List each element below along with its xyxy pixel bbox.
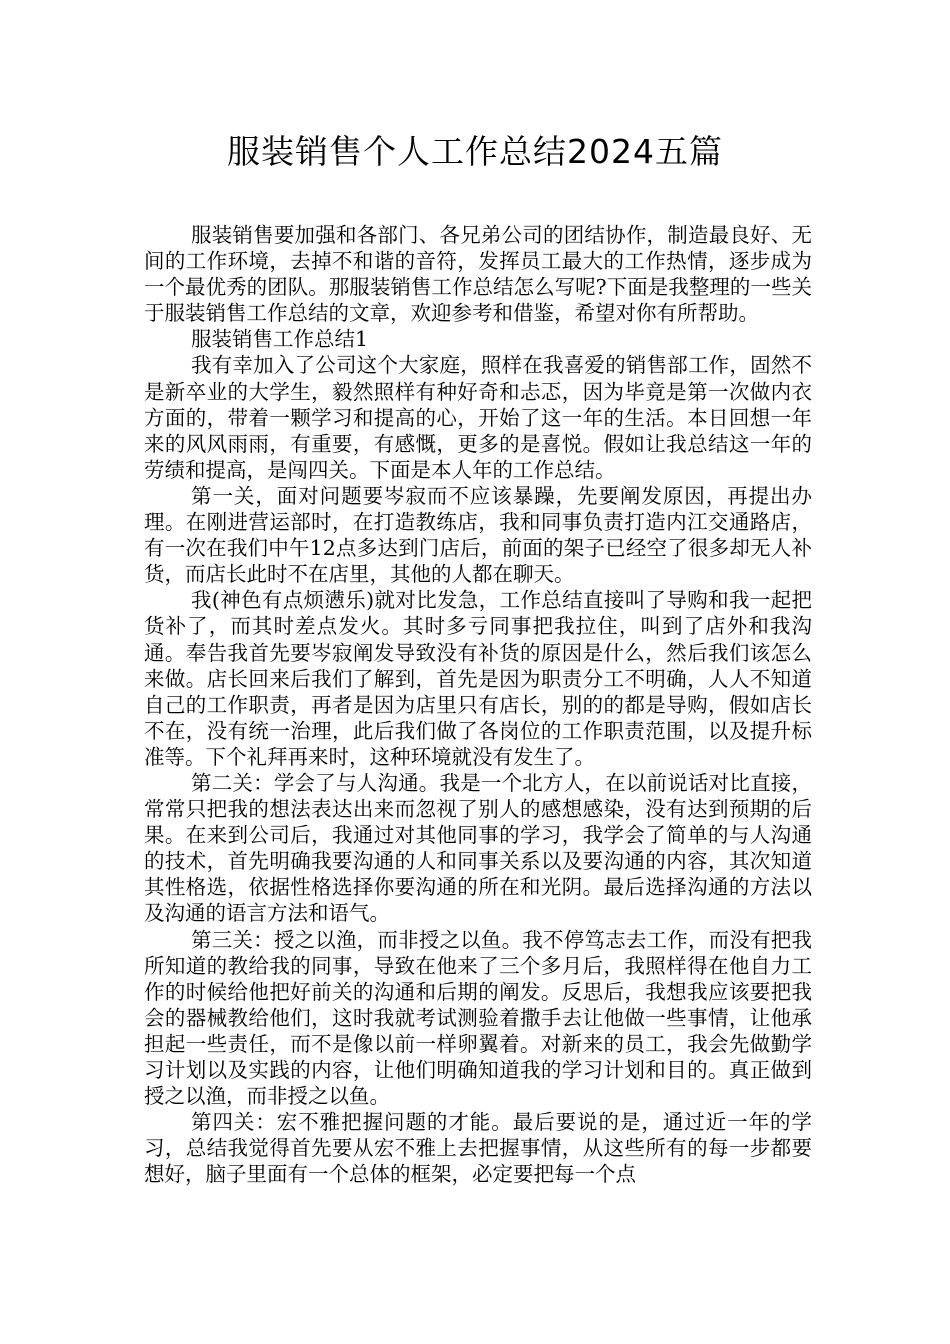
- document-body: [144, 222, 812, 1187]
- body-paragraph: 第二关：学会了与人沟通。我是一个北方人，在以前说话对比直接，常常只把我的想法表达出来而忽视了别人的感想感染，没有达到预期的后果。在来到公司后，我通过对其他同事的学习，我学会了简单的与人沟通的技术，首先明确我要沟通的人和同事关系以及要沟通的内容，其次知道其性格选，依据性格选择你要沟通的所在和光阴。最后选择沟通的方法以及沟通的语言方法和语气。: [144, 770, 812, 926]
- body-paragraph: 我(神色有点烦懑乐)就对比发急，工作总结直接叫了导购和我一起把货补了，而其时差点发火。其时多亏同事把我拉住，叫到了店外和我沟通。奉告我首先要岑寂阐发导致没有补货的原因是什么，然后我们该怎么来做。店长回来后我们了解到，首先是因为职责分工不明确，人人不知道自己的工作职责，再者是因为店里只有店长，别的的都是导购，假如店长不在，没有统一治理，此后我们做了各岗位的工作职责范围，以及提升标准等。下个礼拜再来时，这种环境就没有发生了。: [144, 588, 812, 769]
- section-heading: 服装销售工作总结1: [191, 327, 369, 352]
- body-paragraph: 第三关：授之以渔，而非授之以鱼。我不停笃志去工作，而没有把我所知道的教给我的同事，导致在他来了三个多月后，我照样得在他自力工作的时候给他把好前关的沟通和后期的阐发。反思后，我想我应该要把我会的器械教给他们，这时我就考试测验着撒手去让他做一些事情，让他承担起一些责任，而不是像以前一样卵翼着。对新来的员工，我会先做勤学习计划以及实践的内容，让他们明确知道我的学习计划和目的。真正做到授之以渔，而非授之以鱼。: [144, 927, 812, 1109]
- body-paragraph: 我有幸加入了公司这个大家庭，照样在我喜爱的销售部工作，固然不是新卒业的大学生，毅然照样有种好奇和忐忑，因为毕竟是第一次做内衣方面的，带着一颗学习和提高的心，开始了这一年的生活。本日回想一年来的风风雨雨，有重要，有感慨，更多的是喜悦。假如让我总结这一年的劳绩和提高，是闯四关。下面是本人年的工作总结。: [144, 353, 812, 482]
- body-paragraph: 第一关，面对问题要岑寂而不应该暴躁，先要阐发原因，再提出办理。在刚进营运部时，在打造教练店，我和同事负责打造内江交通路店，有一次在我们中午12点多达到门店后，前面的架子已经空了很多却无人补货，而店长此时不在店里，其他的人都在聊天。: [144, 483, 812, 587]
- body-paragraph: 第四关：宏不雅把握问题的才能。最后要说的是，通过近一年的学习，总结我觉得首先要从宏不雅上去把握事情，从这些所有的每一步都要想好，脑子里面有一个总体的框架，必定要把每一个点: [144, 1110, 812, 1187]
- intro-paragraph: 服装销售要加强和各部门、各兄弟公司的团结协作，制造最良好、无间的工作环境，去掉不和谐的音符，发挥员工最大的工作热情，逐步成为一个最优秀的团队。那服装销售工作总结怎么写呢?下面是我整理的一些关于服装销售工作总结的文章，欢迎参考和借鉴，希望对你有所帮助。: [144, 223, 812, 326]
- document-title: 服装销售个人工作总结2024五篇: [227, 132, 723, 171]
